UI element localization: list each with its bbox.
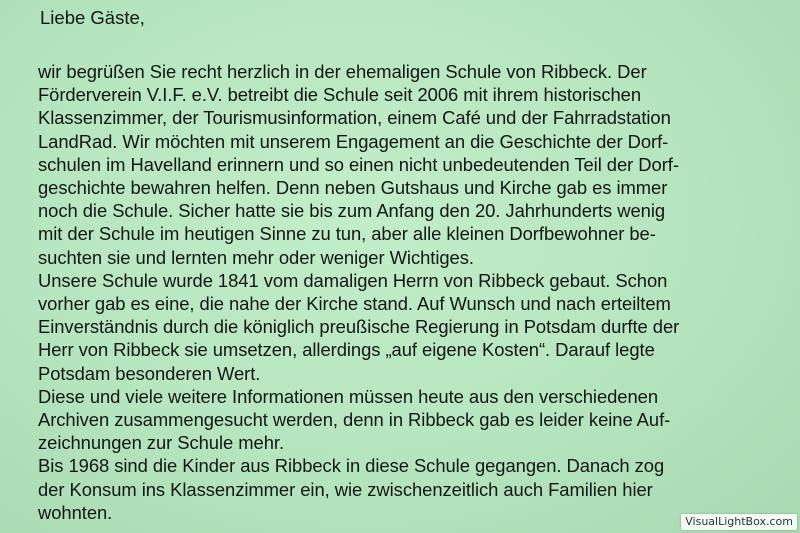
text-line: Unsere Schule wurde 1841 vom damaligen Herrn von Ribbeck gebaut. Schon (38, 269, 668, 291)
text-line: Herr von Ribbeck sie umsetzen, allerdings „auf eigene Kosten“. Darauf legte (38, 339, 655, 361)
letter-body (38, 60, 798, 524)
text-line: der Konsum ins Klassenzimmer ein, wie zwischenzeitlich auch Familien hier (38, 478, 653, 500)
text-line: schulen im Havelland erinnern und so einen nicht unbedeutenden Teil der Dorf- (38, 153, 679, 175)
text-line: Diese und viele weitere Informationen müssen heute aus den verschiedenen (38, 385, 659, 407)
text-line: suchten sie und lernten mehr oder weniger Wichtiges. (38, 246, 474, 268)
greeting-heading: Liebe Gäste, (40, 7, 145, 28)
watermark-link[interactable]: VisualLightBox.com (681, 514, 797, 530)
text-line: vorher gab es eine, die nahe der Kirche stand. Auf Wunsch und nach erteiltem (38, 293, 671, 315)
text-line: Bis 1968 sind die Kinder aus Ribbeck in diese Schule gegangen. Danach zog (38, 455, 665, 477)
text-line: Potsdam besonderen Wert. (38, 362, 261, 384)
text-line: zeichnungen zur Schule mehr. (38, 432, 285, 454)
text-line: LandRad. Wir möchten mit unserem Engagement an die Geschichte der Dorf- (38, 130, 669, 152)
text-line: Klassenzimmer, der Tourismusinformation, einem Café und der Fahrradstation (38, 107, 671, 129)
text-line: geschichte bewahren helfen. Denn neben Gutshaus und Kirche gab es immer (38, 177, 668, 199)
text-line: Archiven zusammengesucht werden, denn in Ribbeck gab es leider keine Auf- (38, 409, 671, 431)
text-line: Förderverein V.I.F. e.V. betreibt die Schule seit 2006 mit ihrem historischen (38, 84, 642, 106)
text-line: mit der Schule im heutigen Sinne zu tun, aber alle kleinen Dorfbewohner be- (38, 223, 656, 245)
text-line: Einverständnis durch die königlich preußische Regierung in Potsdam durfte der (38, 316, 680, 338)
text-line: wir begrüßen Sie recht herzlich in der ehemaligen Schule von Ribbeck. Der (38, 61, 647, 82)
text-line: noch die Schule. Sicher hatte sie bis zum Anfang den 20. Jahrhunderts wenig (38, 200, 666, 222)
text-line: wohnten. (38, 501, 113, 523)
